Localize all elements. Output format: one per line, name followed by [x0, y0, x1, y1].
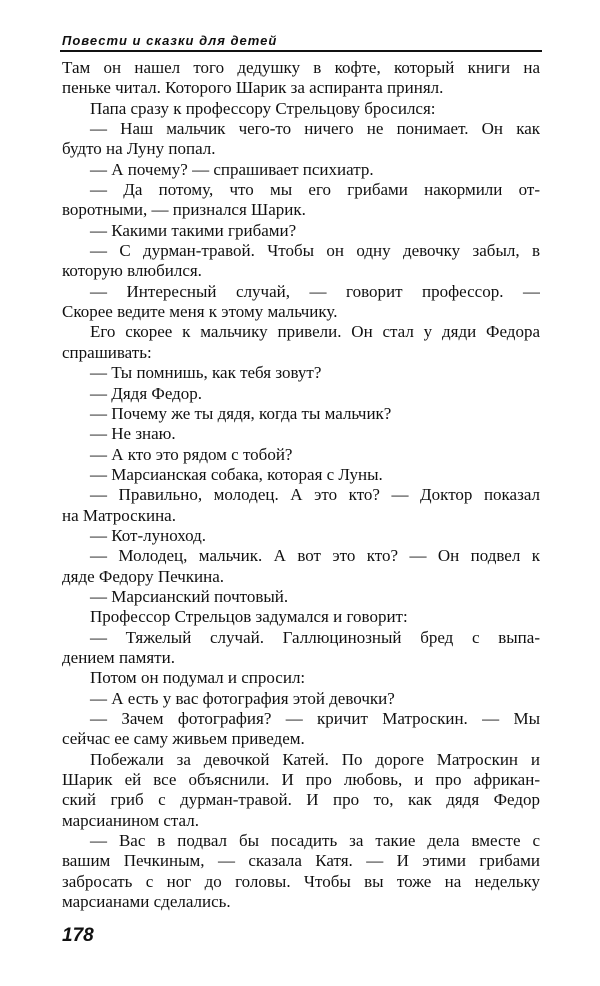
- text-line: дением памяти.: [62, 647, 175, 667]
- text-line: — Интересный случай, — говорит профессор. —: [90, 281, 540, 301]
- text-line: которую влюбился.: [62, 261, 202, 281]
- text-line: марсианином стал.: [62, 810, 199, 830]
- text-line: — Марсианский почтовый.: [90, 586, 289, 606]
- text-line: — Зачем фотография? — кричит Матроскин. — Мы: [90, 709, 540, 728]
- text-line: Там он нашел того дедушку в кофте, который книги на: [62, 58, 540, 77]
- text-line: Папа сразу к профессору Стрельцову бросился:: [90, 98, 436, 118]
- text-line: вашим Печкиным, — сказала Катя. — И этими грибами: [62, 851, 540, 871]
- text-line: — Да потому, что мы его грибами накормили от-: [90, 180, 540, 200]
- text-line: — А кто это рядом с тобой?: [90, 444, 293, 464]
- text-line: — Молодец, мальчик. А вот это кто? — Он подвел к: [90, 546, 540, 566]
- text-line: — А есть у вас фотография этой девочки?: [90, 688, 395, 708]
- text-line: Потом он подумал и спросил:: [90, 668, 306, 688]
- text-line: будто на Луну попал.: [62, 139, 216, 159]
- text-line: — Какими такими грибами?: [90, 220, 297, 240]
- text-line: Скорее ведите меня к этому мальчику.: [62, 302, 338, 322]
- text-line: — С дурман-травой. Чтобы он одну девочку забыл, в: [90, 241, 540, 261]
- text-line: дяде Федору Печкина.: [62, 566, 225, 586]
- text-line: спрашивать:: [62, 342, 152, 362]
- text-line: — А почему? — спрашивает психиатр.: [90, 159, 374, 179]
- running-title: Повести и сказки для детей: [62, 33, 278, 48]
- text-line: — Ты помнишь, как тебя зовут?: [90, 363, 322, 383]
- text-line: ский гриб с дурман-травой. И про то, как дядя Федор: [62, 790, 540, 810]
- text-line: — Не знаю.: [90, 424, 176, 444]
- text-line: Его скорее к мальчику привели. Он стал у дяди Федора: [90, 322, 540, 342]
- text-line: марсианами сделались.: [62, 892, 231, 912]
- text-line: Шарик ей все объяснили. И про любовь, и про африкан-: [62, 770, 540, 790]
- text-line: Побежали за девочкой Катей. По дороге Матроскин и: [90, 749, 540, 769]
- text-line: забросать с ног до головы. Чтобы вы тоже на недельку: [62, 871, 540, 891]
- text-line: Профессор Стрельцов задумался и говорит:: [90, 607, 408, 627]
- text-line: — Почему же ты дядя, когда ты мальчик?: [90, 403, 392, 423]
- text-line: воротными, — признался Шарик.: [62, 200, 306, 220]
- text-line: сейчас ее саму живьем приведем.: [62, 729, 305, 749]
- body-text: [62, 58, 540, 912]
- text-line: — Правильно, молодец. А это кто? — Доктор показал: [90, 485, 540, 505]
- text-line: — Тяжелый случай. Галлюцинозный бред с выпа-: [90, 627, 540, 647]
- text-line: — Кот-луноход.: [90, 525, 207, 545]
- text-line: — Наш мальчик чего-то ничего не понимает. Он как: [90, 119, 540, 139]
- page-number: 178: [62, 925, 94, 946]
- text-line: — Дядя Федор.: [90, 383, 203, 403]
- text-line: — Вас в подвал бы посадить за такие дела вместе с: [90, 831, 540, 851]
- text-line: на Матроскина.: [62, 505, 176, 525]
- text-line: пеньке читал. Которого Шарик за аспиранта принял.: [62, 78, 444, 98]
- text-line: — Марсианская собака, которая с Луны.: [90, 464, 383, 484]
- header-rule: [60, 50, 542, 52]
